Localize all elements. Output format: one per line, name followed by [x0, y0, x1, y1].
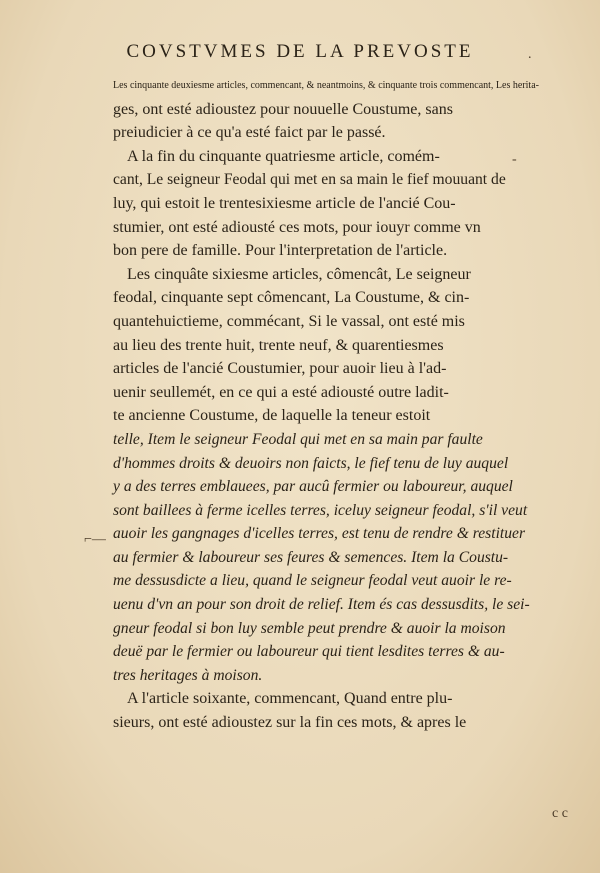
text-line: gneur feodal si bon luy semble peut prendre & auoir la moison: [113, 619, 506, 637]
margin-mark: -: [512, 152, 517, 167]
text-line: au fermier & laboureur ses feures & semences. Item la Coustu-: [113, 548, 509, 566]
body-text: [113, 74, 541, 735]
text-line: stumier, ont esté adiousté ces mots, pour iouyr comme vn: [113, 218, 481, 236]
text-line: articles de l'ancié Coustumier, pour auoir lieu à l'ad-: [113, 360, 447, 378]
text-line: tres heritages à moison.: [113, 666, 263, 684]
text-line: uenu d'vn an pour son droit de relief. Item és cas dessusdits, le sei-: [113, 596, 530, 614]
page-header: COVSTVMES DE LA PREVOSTE: [126, 41, 474, 62]
text-line: y a des terres emblauees, par aucû fermier ou laboureur, auquel: [113, 478, 513, 496]
text-line: sieurs, ont esté adioustez sur la fin ces mots, & apres le: [113, 714, 467, 732]
text-line: Les cinquâte sixiesme articles, cômencât, Le seigneur: [127, 265, 471, 283]
text-line: ges, ont esté adioustez pour nouuelle Coustume, sans: [113, 100, 453, 118]
margin-mark: .: [528, 47, 532, 62]
text-line: bon pere de famille. Pour l'interpretation de l'article.: [113, 242, 448, 260]
text-line: preiudicier à ce qu'a esté faict par le passé.: [113, 124, 386, 142]
text-line: quantehuictieme, commécant, Si le vassal, ont esté mis: [113, 312, 465, 330]
text-line: A l'article soixante, commencant, Quand entre plu-: [127, 690, 453, 708]
text-line: d'hommes droits & deuoirs non faicts, le fief tenu de luy auquel: [113, 454, 509, 472]
text-line: auoir les gangnages d'icelles terres, est tenu de rendre & restituer: [113, 525, 526, 543]
text-line: A la fin du cinquante quatriesme article, comém-: [127, 147, 440, 165]
text-line: Les cinquante deuxiesme articles, commencant, & neantmoins, & cinquante trois commencant, Les herita-: [113, 80, 539, 91]
text-line: cant, Le seigneur Feodal qui met en sa main le fief mouuant de: [113, 171, 506, 189]
text-line: me dessusdicte a lieu, quand le seigneur feodal veut auoir le re-: [113, 572, 512, 590]
text-line: uenir seullemét, en ce qui a esté adiousté outre ladit-: [113, 383, 449, 401]
margin-mark: c c: [552, 806, 568, 821]
margin-hand-mark: ⌐—: [84, 532, 106, 547]
text-line: sont baillees à ferme icelles terres, iceluy seigneur feodal, s'il veut: [113, 501, 528, 519]
text-line: te ancienne Coustume, de laquelle la teneur estoit: [113, 407, 431, 425]
text-line: deuë par le fermier ou laboureur qui tient lesdites terres & au-: [113, 643, 505, 661]
text-line: au lieu des trente huit, trente neuf, & quarentiesmes: [113, 336, 444, 354]
text-line: telle, Item le seigneur Feodal qui met en sa main par faulte: [113, 430, 483, 448]
text-line: luy, qui estoit le trentesixiesme article de l'ancié Cou-: [113, 194, 456, 212]
text-line: feodal, cinquante sept cômencant, La Coustume, & cin-: [113, 289, 470, 307]
